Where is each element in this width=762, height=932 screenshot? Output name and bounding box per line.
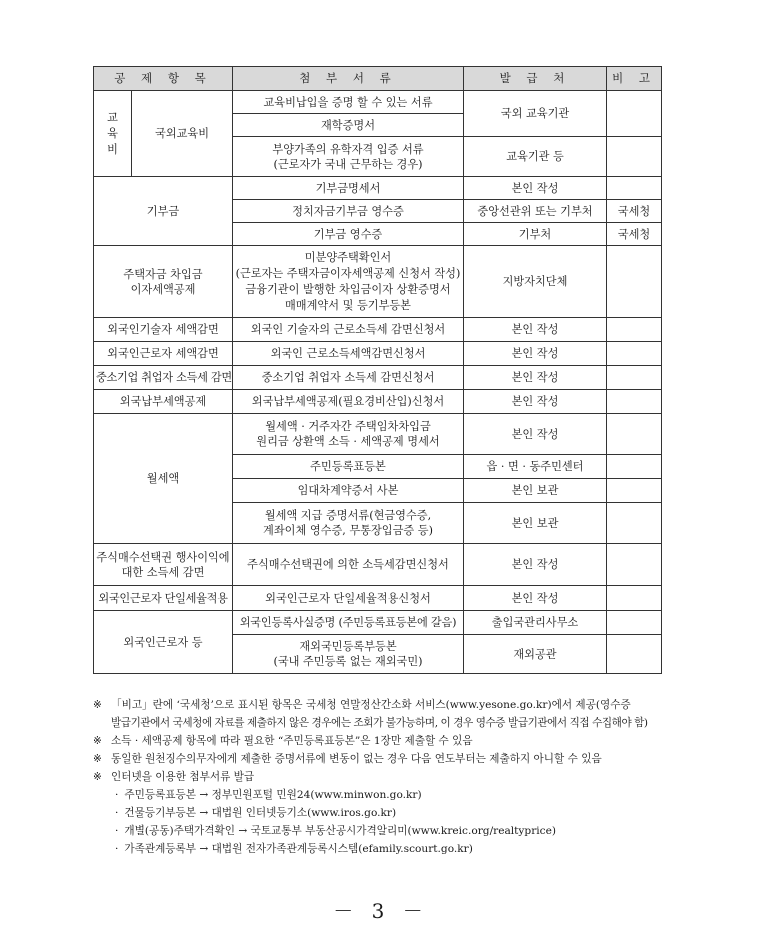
doc-cell: 정치자금기부금 영수증 — [233, 200, 464, 223]
doc-cell: 주민등록표등본 — [233, 455, 464, 479]
table-row — [94, 414, 662, 455]
remark-cell: 국세청 — [607, 223, 662, 246]
doc-cell: 부양가족의 유학자격 입증 서류 (근로자가 국내 근무하는 경우) — [233, 137, 464, 177]
issuer-cell: 본인 작성 — [464, 318, 607, 342]
note-text: 발급기관에서 국세청에 자료를 제출하지 않은 경우에는 조회가 불가능하며, 이 경우 영수증 발급기관에서 직접 수집해야 함) — [111, 717, 648, 729]
note-mark: ※ — [93, 699, 102, 711]
issuer-cell: 교육기관 등 — [464, 137, 607, 177]
issuer-cell: 본인 작성 — [464, 366, 607, 390]
list-item-text: 개별(공동)주택가격확인 → 국토교통부 부동산공시가격알리미(www.kreic.org/realtyprice) — [124, 825, 556, 837]
issuer-cell: 국외 교육기관 — [464, 91, 607, 137]
header-deduction-item: 공 제 항 목 — [94, 67, 233, 91]
item-cell: 기부금 — [94, 177, 233, 246]
issuer-cell: 본인 작성 — [464, 544, 607, 586]
table-row — [94, 611, 662, 635]
page-number: － 3 － — [333, 899, 429, 923]
issuer-cell: 본인 보관 — [464, 503, 607, 544]
remark-cell — [607, 91, 662, 137]
issuer-cell: 기부처 — [464, 223, 607, 246]
footnotes — [93, 696, 673, 858]
item-cell: 주택자금 차입금 이자세액공제 — [94, 246, 233, 318]
remark-cell — [607, 177, 662, 200]
issuer-cell: 본인 보관 — [464, 479, 607, 503]
issuer-cell: 본인 작성 — [464, 586, 607, 611]
item-cell: 외국납부세액공제 — [94, 390, 233, 414]
list-item-text: 건물등기부등본 → 대법원 인터넷등기소(www.iros.go.kr) — [124, 807, 397, 819]
doc-cell: 미분양주택확인서 (근로자는 주택자금이자세액공제 신청서 작성) 금융기관이 발행한 차입금이자 상환증명서 매매계약서 및 등기부등본 — [233, 246, 464, 318]
note-mark: ※ — [93, 735, 102, 747]
bullet: · — [115, 807, 119, 819]
remark-cell — [607, 318, 662, 342]
issuer-cell: 읍 · 면 · 동주민센터 — [464, 455, 607, 479]
doc-cell: 월세액 지급 증명서류(현금영수증, 계좌이체 영수증, 무통장입금증 등) — [233, 503, 464, 544]
doc-cell: 외국인 기술자의 근로소득세 감면신청서 — [233, 318, 464, 342]
remark-cell — [607, 455, 662, 479]
remark-cell — [607, 611, 662, 635]
remark-cell — [607, 414, 662, 455]
doc-cell: 임대차계약증서 사본 — [233, 479, 464, 503]
table-row — [94, 544, 662, 586]
note-1 — [93, 696, 673, 732]
note-mark: ※ — [93, 753, 102, 765]
remark-cell — [607, 503, 662, 544]
list-item-text: 가족관계등록부 → 대법원 전자가족관계등록시스템(efamily.scourt.go.kr) — [124, 843, 473, 855]
table-row — [94, 91, 662, 114]
header-issuer: 발 급 처 — [464, 67, 607, 91]
doc-cell: 기부금명세서 — [233, 177, 464, 200]
doc-cell: 월세액 · 거주자간 주택임차차입금 원리금 상환액 소득 · 세액공제 명세서 — [233, 414, 464, 455]
remark-cell — [607, 137, 662, 177]
list-item-text: 주민등록표등본 → 정부민원포털 민원24(www.minwon.go.kr) — [124, 789, 422, 801]
doc-cell: 기부금 영수증 — [233, 223, 464, 246]
issuer-cell: 본인 작성 — [464, 177, 607, 200]
doc-cell: 외국납부세액공제(필요경비산입)신청서 — [233, 390, 464, 414]
remark-cell — [607, 479, 662, 503]
remark-cell — [607, 342, 662, 366]
table-row — [94, 366, 662, 390]
edu-item-cell: 국외교육비 — [132, 91, 233, 177]
table-row — [94, 318, 662, 342]
note-text: 소득 · 세액공제 항목에 따라 필요한 “주민등록표등본”은 1장만 제출할 수 있음 — [111, 735, 473, 747]
remark-cell — [607, 390, 662, 414]
header-attached-documents: 첨 부 서 류 — [233, 67, 464, 91]
note-text: 동일한 원천징수의무자에게 제출한 증명서류에 변동이 없는 경우 다음 연도부터는 제출하지 아니할 수 있음 — [111, 753, 602, 765]
issuer-cell: 출입국관리사무소 — [464, 611, 607, 635]
doc-cell: 재학증명서 — [233, 114, 464, 137]
note-3 — [93, 750, 673, 768]
list-item — [93, 786, 673, 804]
issuer-cell: 지방자치단체 — [464, 246, 607, 318]
table-header-row — [94, 67, 662, 91]
issuer-cell: 중앙선관위 또는 기부처 — [464, 200, 607, 223]
note-4 — [93, 768, 673, 786]
issuer-cell: 본인 작성 — [464, 342, 607, 366]
table-row — [94, 177, 662, 200]
doc-cell: 재외국민등록부등본 (국내 주민등록 없는 재외국민) — [233, 635, 464, 674]
item-cell: 외국인근로자 세액감면 — [94, 342, 233, 366]
item-cell: 중소기업 취업자 소득세 감면 — [94, 366, 233, 390]
table-row — [94, 246, 662, 318]
bullet: · — [115, 825, 119, 837]
item-cell: 외국인기술자 세액감면 — [94, 318, 233, 342]
issuer-cell: 재외공관 — [464, 635, 607, 674]
table-row — [94, 390, 662, 414]
list-item — [93, 822, 673, 840]
item-cell: 주식매수선택권 행사이익에 대한 소득세 감면 — [94, 544, 233, 586]
remark-cell — [607, 246, 662, 318]
list-item — [93, 804, 673, 822]
header-remarks: 비 고 — [607, 67, 662, 91]
doc-cell: 교육비납입을 증명 할 수 있는 서류 — [233, 91, 464, 114]
attachment-documents-table — [93, 66, 662, 674]
note-text: 인터넷을 이용한 첨부서류 발급 — [111, 771, 255, 783]
note-text: 「비고」란에 ‘국세청’으로 표시된 항목은 국세청 연말정산간소화 서비스(www.yesone.go.kr)에서 제공(영수증 — [111, 699, 631, 711]
item-cell: 월세액 — [94, 414, 233, 544]
remark-cell — [607, 635, 662, 674]
doc-cell: 외국인근로자 단일세율적용신청서 — [233, 586, 464, 611]
table-row — [94, 342, 662, 366]
list-item — [93, 840, 673, 858]
remark-cell: 국세청 — [607, 200, 662, 223]
edu-group-cell: 교 육 비 — [94, 91, 132, 177]
table-row — [94, 586, 662, 611]
doc-cell: 주식매수선택권에 의한 소득세감면신청서 — [233, 544, 464, 586]
note-mark: ※ — [93, 771, 102, 783]
doc-cell: 외국인등록사실증명 (주민등록표등본에 갈음) — [233, 611, 464, 635]
doc-cell: 중소기업 취업자 소득세 감면신청서 — [233, 366, 464, 390]
issuer-cell: 본인 작성 — [464, 390, 607, 414]
note-2 — [93, 732, 673, 750]
remark-cell — [607, 586, 662, 611]
remark-cell — [607, 366, 662, 390]
bullet: · — [115, 843, 119, 855]
item-cell: 외국인근로자 단일세율적용 — [94, 586, 233, 611]
remark-cell — [607, 544, 662, 586]
doc-cell: 외국인 근로소득세액감면신청서 — [233, 342, 464, 366]
item-cell: 외국인근로자 등 — [94, 611, 233, 674]
bullet: · — [115, 789, 119, 801]
issuer-cell: 본인 작성 — [464, 414, 607, 455]
